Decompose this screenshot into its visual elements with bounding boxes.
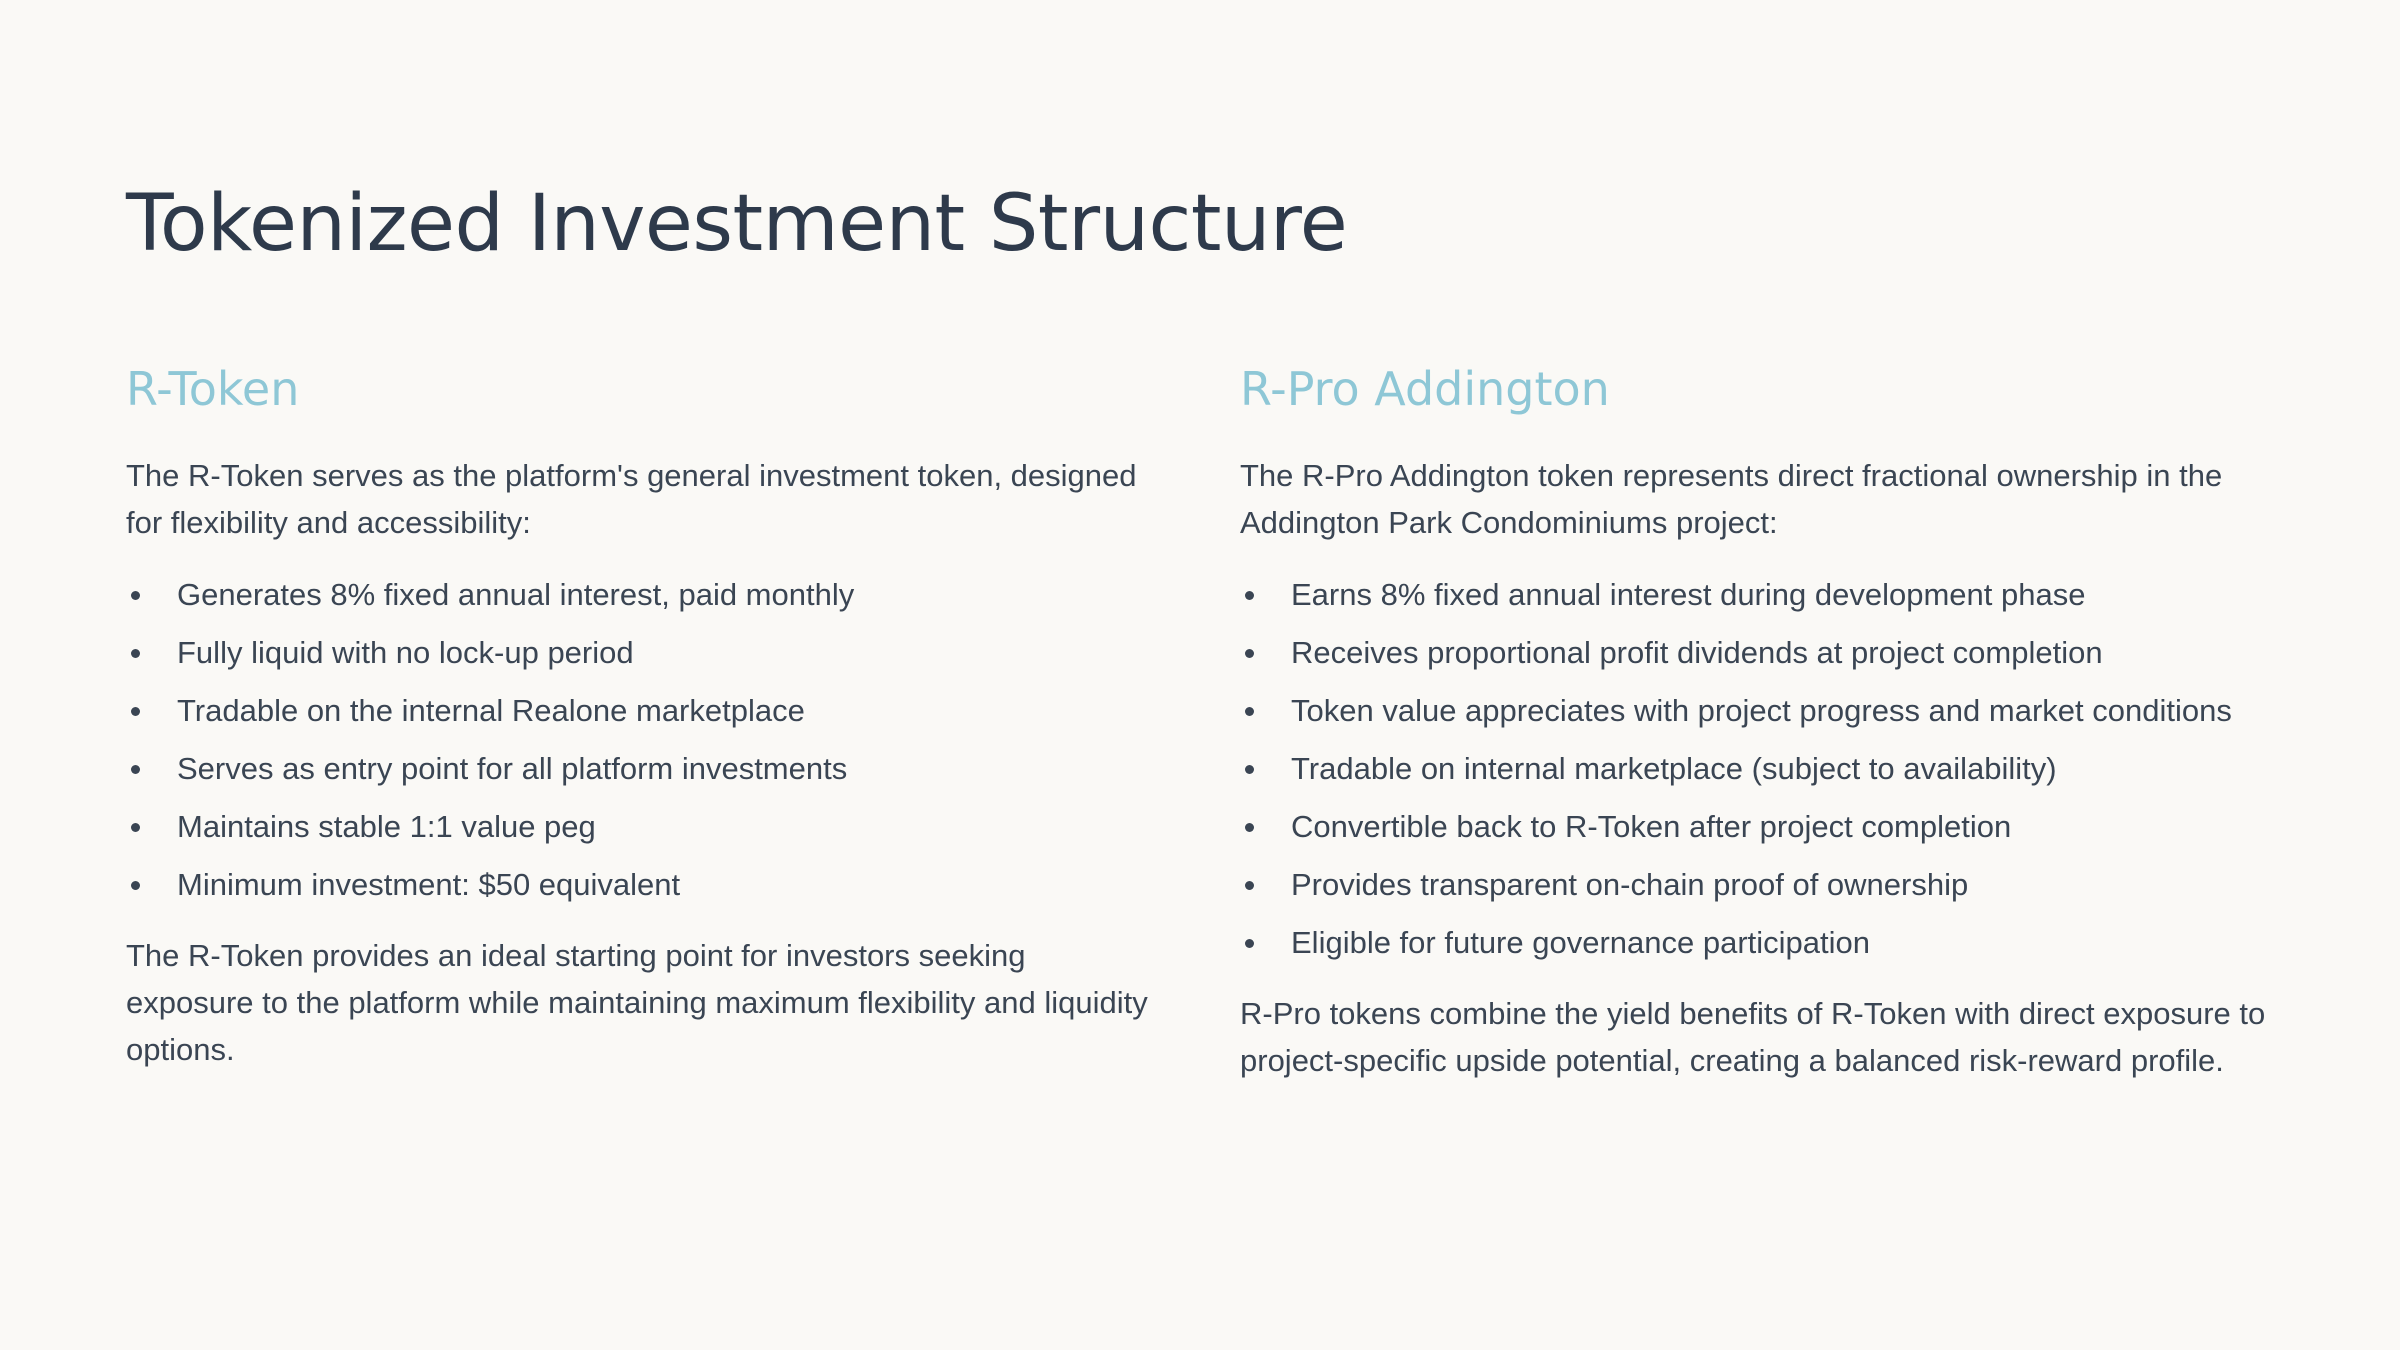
list-item-text: Maintains stable 1:1 value peg <box>177 809 596 844</box>
bullet-icon <box>131 765 140 774</box>
bullet-icon <box>131 591 140 600</box>
r-pro-addington-heading: R-Pro Addington <box>1240 362 1610 416</box>
list-item <box>1240 682 2280 740</box>
bullet-icon <box>1245 591 1254 600</box>
r-pro-addington-section <box>1240 356 2280 1084</box>
r-pro-addington-feature-list <box>1240 566 2280 972</box>
bullet-icon <box>131 649 140 658</box>
list-item-text: Token value appreciates with project progress and market conditions <box>1291 693 2232 728</box>
list-item-text: Earns 8% fixed annual interest during development phase <box>1291 577 2086 612</box>
list-item <box>126 798 1156 856</box>
list-item <box>126 682 1156 740</box>
list-item-text: Serves as entry point for all platform investments <box>177 751 848 786</box>
list-item <box>1240 566 2280 624</box>
bullet-icon <box>1245 823 1254 832</box>
r-token-section <box>126 356 1156 1073</box>
bullet-icon <box>1245 707 1254 716</box>
list-item <box>1240 624 2280 682</box>
r-pro-addington-intro: The R-Pro Addington token represents direct fractional ownership in the Addington Park Condominiums project: <box>1240 458 2223 540</box>
list-item-text: Provides transparent on-chain proof of ownership <box>1291 867 1969 902</box>
list-item <box>1240 740 2280 798</box>
bullet-icon <box>1245 649 1254 658</box>
bullet-icon <box>1245 881 1254 890</box>
list-item-text: Minimum investment: $50 equivalent <box>177 867 681 902</box>
list-item <box>126 856 1156 914</box>
list-item <box>1240 798 2280 856</box>
bullet-icon <box>131 707 140 716</box>
list-item-text: Eligible for future governance participation <box>1291 925 1871 960</box>
r-token-intro: The R-Token serves as the platform's general investment token, designed for flexibility and accessibility: <box>126 458 1137 540</box>
list-item <box>1240 914 2280 972</box>
list-item-text: Convertible back to R-Token after project completion <box>1291 809 2012 844</box>
list-item-text: Tradable on internal marketplace (subject to availability) <box>1291 751 2057 786</box>
bullet-icon <box>1245 765 1254 774</box>
list-item <box>126 566 1156 624</box>
r-pro-addington-conclusion: R-Pro tokens combine the yield benefits of R-Token with direct exposure to project-specific upside potential, creating a balanced risk-reward profile. <box>1240 996 2266 1078</box>
bullet-icon <box>1245 939 1254 948</box>
bullet-icon <box>131 881 140 890</box>
list-item-text: Fully liquid with no lock-up period <box>177 635 634 670</box>
r-token-conclusion: The R-Token provides an ideal starting point for investors seeking exposure to the platform while maintaining maximum flexibility and liquidity options. <box>126 938 1148 1067</box>
page-title: Tokenized Investment Structure <box>126 179 1348 269</box>
bullet-icon <box>131 823 140 832</box>
list-item-text: Receives proportional profit dividends at project completion <box>1291 635 2103 670</box>
r-token-feature-list <box>126 566 1156 914</box>
list-item <box>126 624 1156 682</box>
list-item-text: Generates 8% fixed annual interest, paid monthly <box>177 577 855 612</box>
list-item <box>1240 856 2280 914</box>
r-token-heading: R-Token <box>126 362 300 416</box>
list-item <box>126 740 1156 798</box>
list-item-text: Tradable on the internal Realone marketplace <box>177 693 805 728</box>
